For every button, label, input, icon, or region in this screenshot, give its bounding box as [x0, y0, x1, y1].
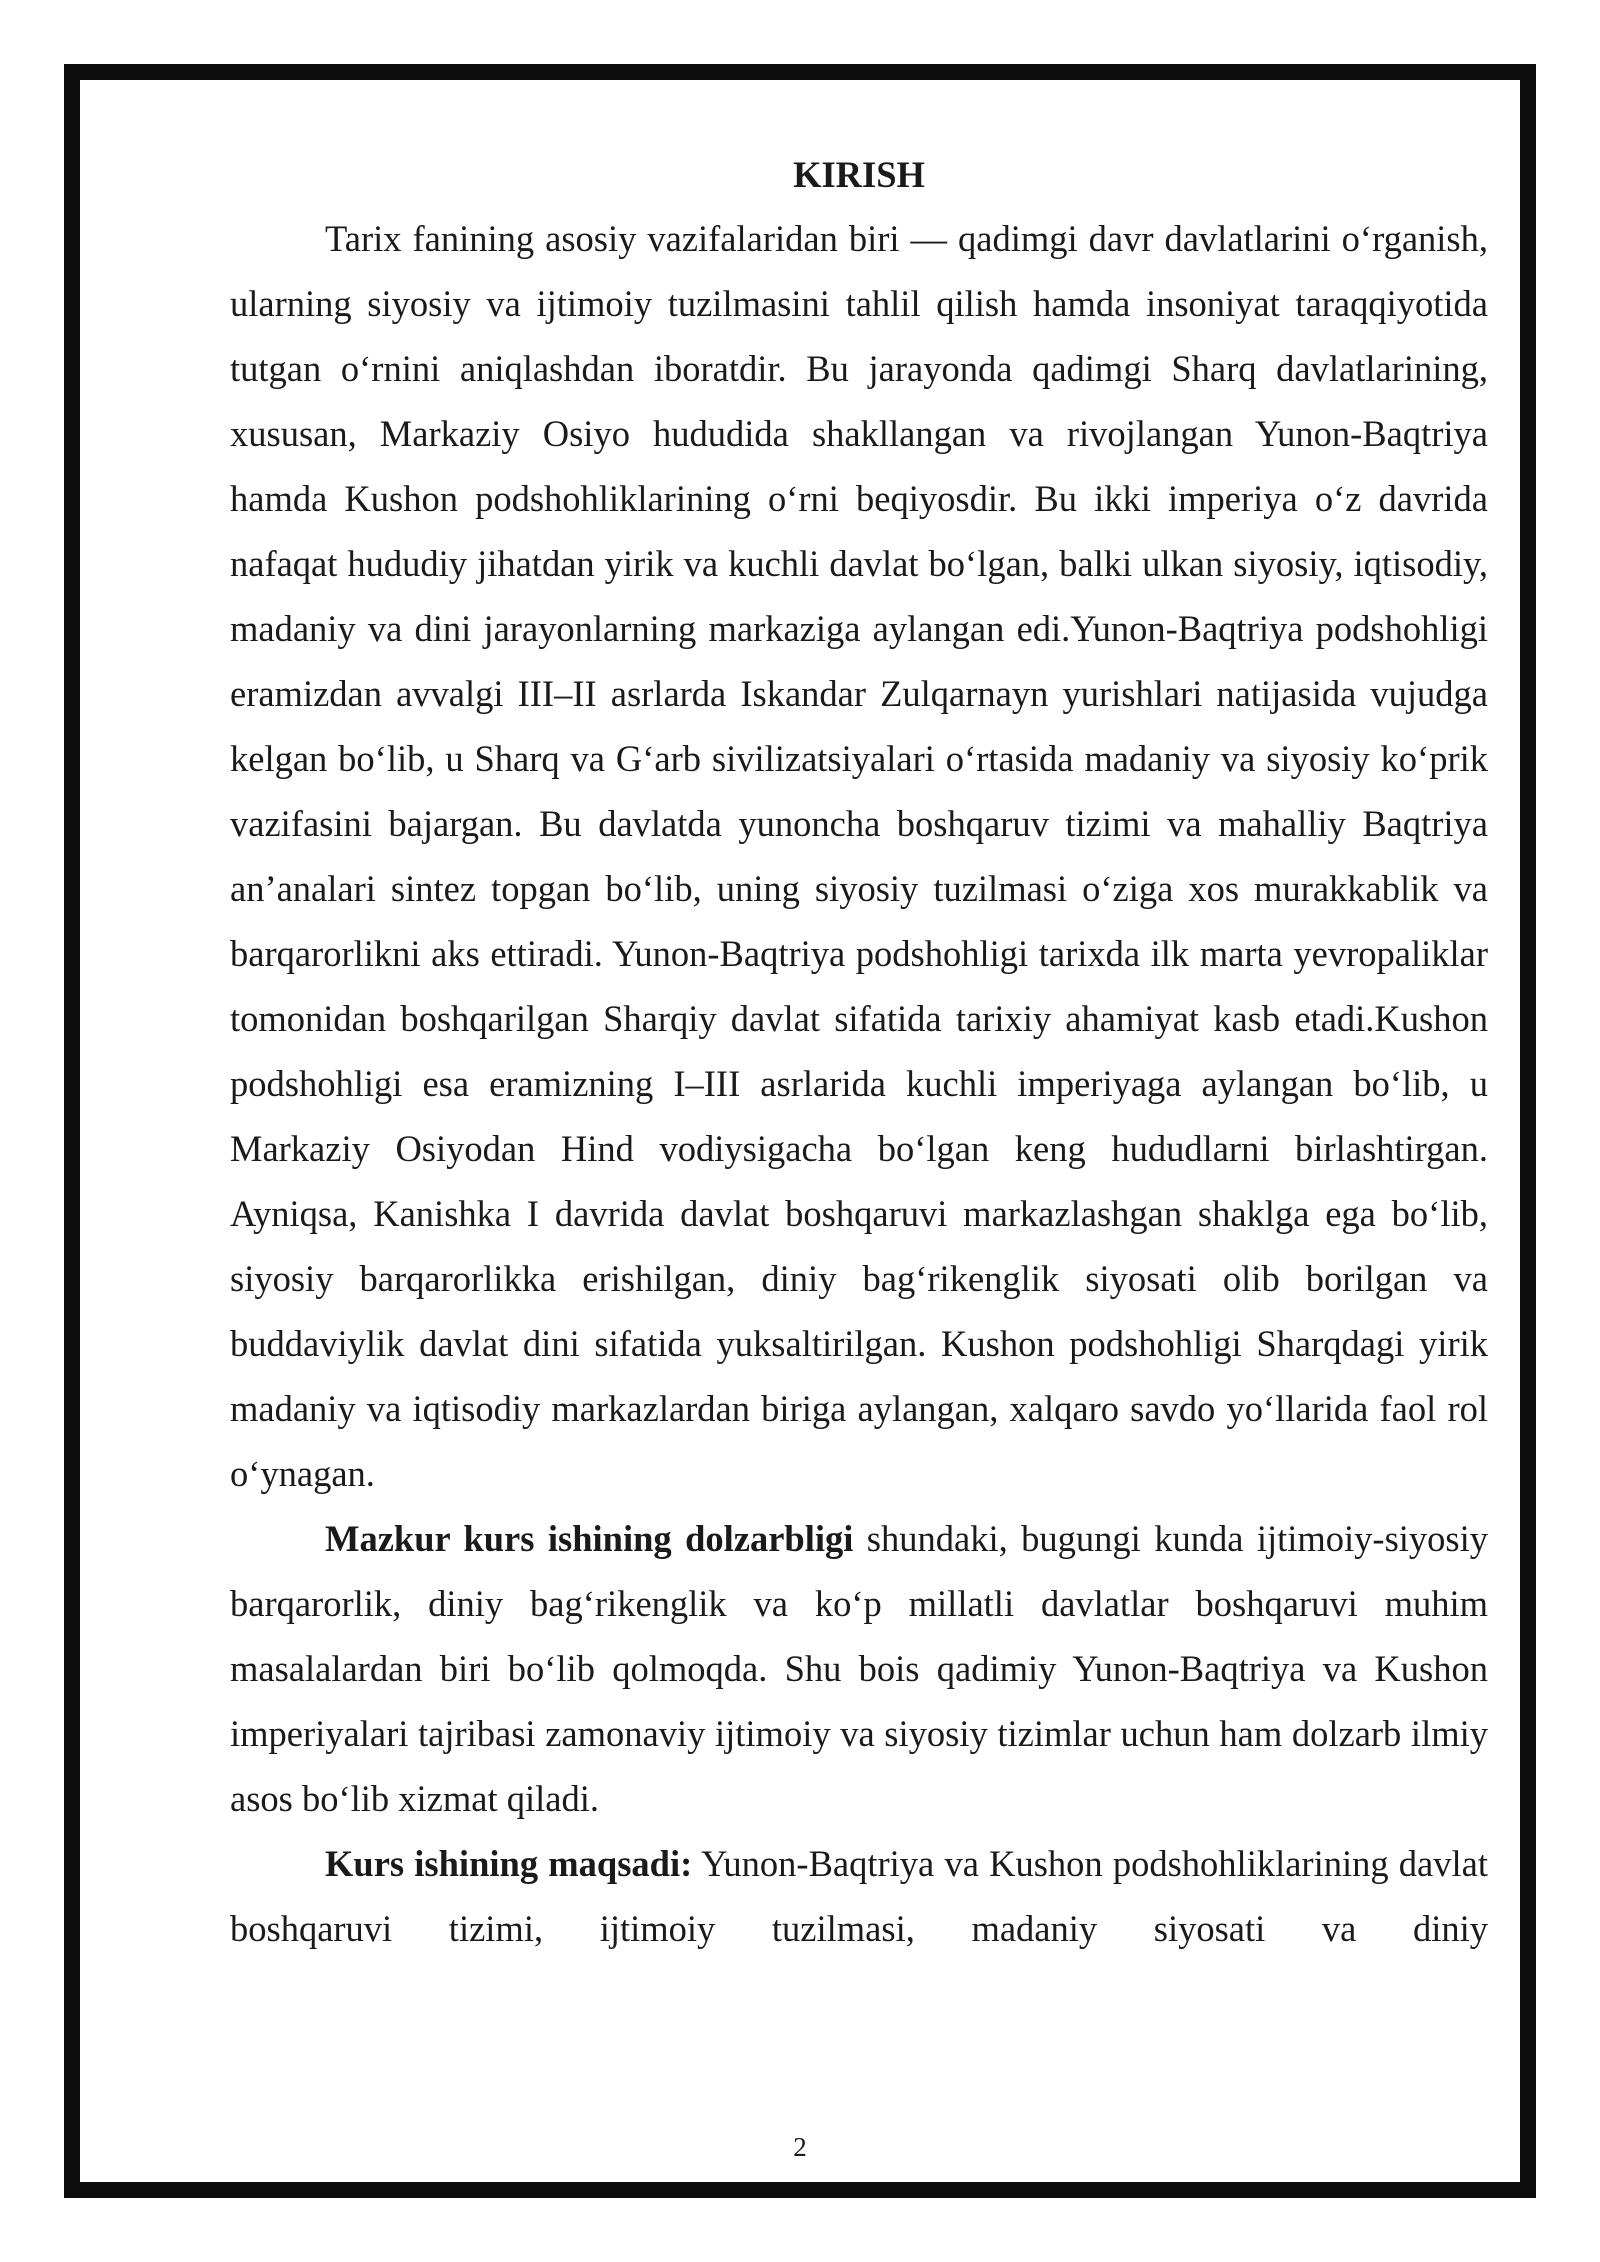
paragraph-relevance-lead: Mazkur kurs ishining dolzarbligi — [325, 1518, 854, 1559]
paragraph-intro-text: Tarix fanining asosiy vazifalaridan biri — qadimgi davr davlatlarini o‘rganish, ularning siyosiy va ijtimoiy tuzilmasini tahlil qilish hamda insoniyat taraqqiyotida tutgan o‘rnini aniqlashdan iboratdir. Bu jarayonda qadimgi Sharq davlatlarining, xususan, Markaziy Osiyo hududida shakllangan va rivojlangan Yunon-Baqtriya hamda Kushon podshohliklarining o‘rni beqiyosdir. Bu ikki imperiya o‘z davrida nafaqat hududiy jihatdan yirik va kuchli davlat bo‘lgan, balki ulkan siyosiy, iqtisodiy, madaniy va dini jarayonlarning markaziga aylangan edi.Yunon-Baqtriya podshohligi eramizdan avvalgi III–II asrlarda Iskandar Zulqarnayn yurishlari natijasida vujudga kelgan bo‘lib, u Sharq va G‘arb sivilizatsiyalari o‘rtasida madaniy va siyosiy ko‘prik vazifasini bajargan. Bu davlatda yunoncha boshqaruv tizimi va mahalliy Baqtriya an’analari sintez topgan bo‘lib, uning siyosiy tuzilmasi o‘ziga xos murakkablik va barqarorlikni aks ettiradi. Yunon-Baqtriya podshohligi tarixda ilk marta yevropaliklar tomonidan boshqarilgan Sharqiy davlat sifatida tarixiy ahamiyat kasb etadi.Kushon podshohligi esa eramizning I–III asrlarida kuchli imperiyaga aylangan bo‘lib, u Markaziy Osiyodan Hind vodiysigacha bo‘lgan keng hududlarni birlashtirgan. Ayniqsa, Kanishka I davrida davlat boshqaruvi markazlashgan shaklga ega bo‘lib, siyosiy barqarorlikka erishilgan, diniy bag‘rikenglik siyosati olib borilgan va buddaviylik davlat dini sifatida yuksaltirilgan. Kushon podshohligi Sharqdagi yirik madaniy va iqtisodiy markazlardan biriga aylangan, xalqaro savdo yo‘llarida faol rol o‘ynagan. — [230, 218, 1488, 1494]
paragraph-goal-text: Yunon-Baqtriya va Kushon podshohliklarining davlat boshqaruvi tizimi, ijtimoiy tuzilmasi, madaniy siyosati va diniy — [230, 1843, 1488, 1949]
paragraph-goal — [230, 1831, 1488, 1961]
paragraph-intro — [230, 206, 1488, 1506]
paragraph-relevance — [230, 1506, 1488, 1831]
section-heading: KIRISH — [793, 154, 925, 195]
paragraph-relevance-text: shundaki, bugungi kunda ijtimoiy-siyosiy barqarorlik, diniy bag‘rikenglik va ko‘p millatli davlatlar boshqaruvi muhim masalalardan biri bo‘lib qolmoqda. Shu bois qadimiy Yunon-Baqtriya va Kushon imperiyalari tajribasi zamonaviy ijtimoiy va siyosiy tizimlar uchun ham dolzarb ilmiy asos bo‘lib xizmat qiladi. — [230, 1518, 1489, 1819]
page-number: 2 — [793, 2132, 807, 2162]
paragraph-goal-lead: Kurs ishining maqsadi: — [325, 1843, 693, 1884]
document-body — [230, 144, 1488, 1961]
